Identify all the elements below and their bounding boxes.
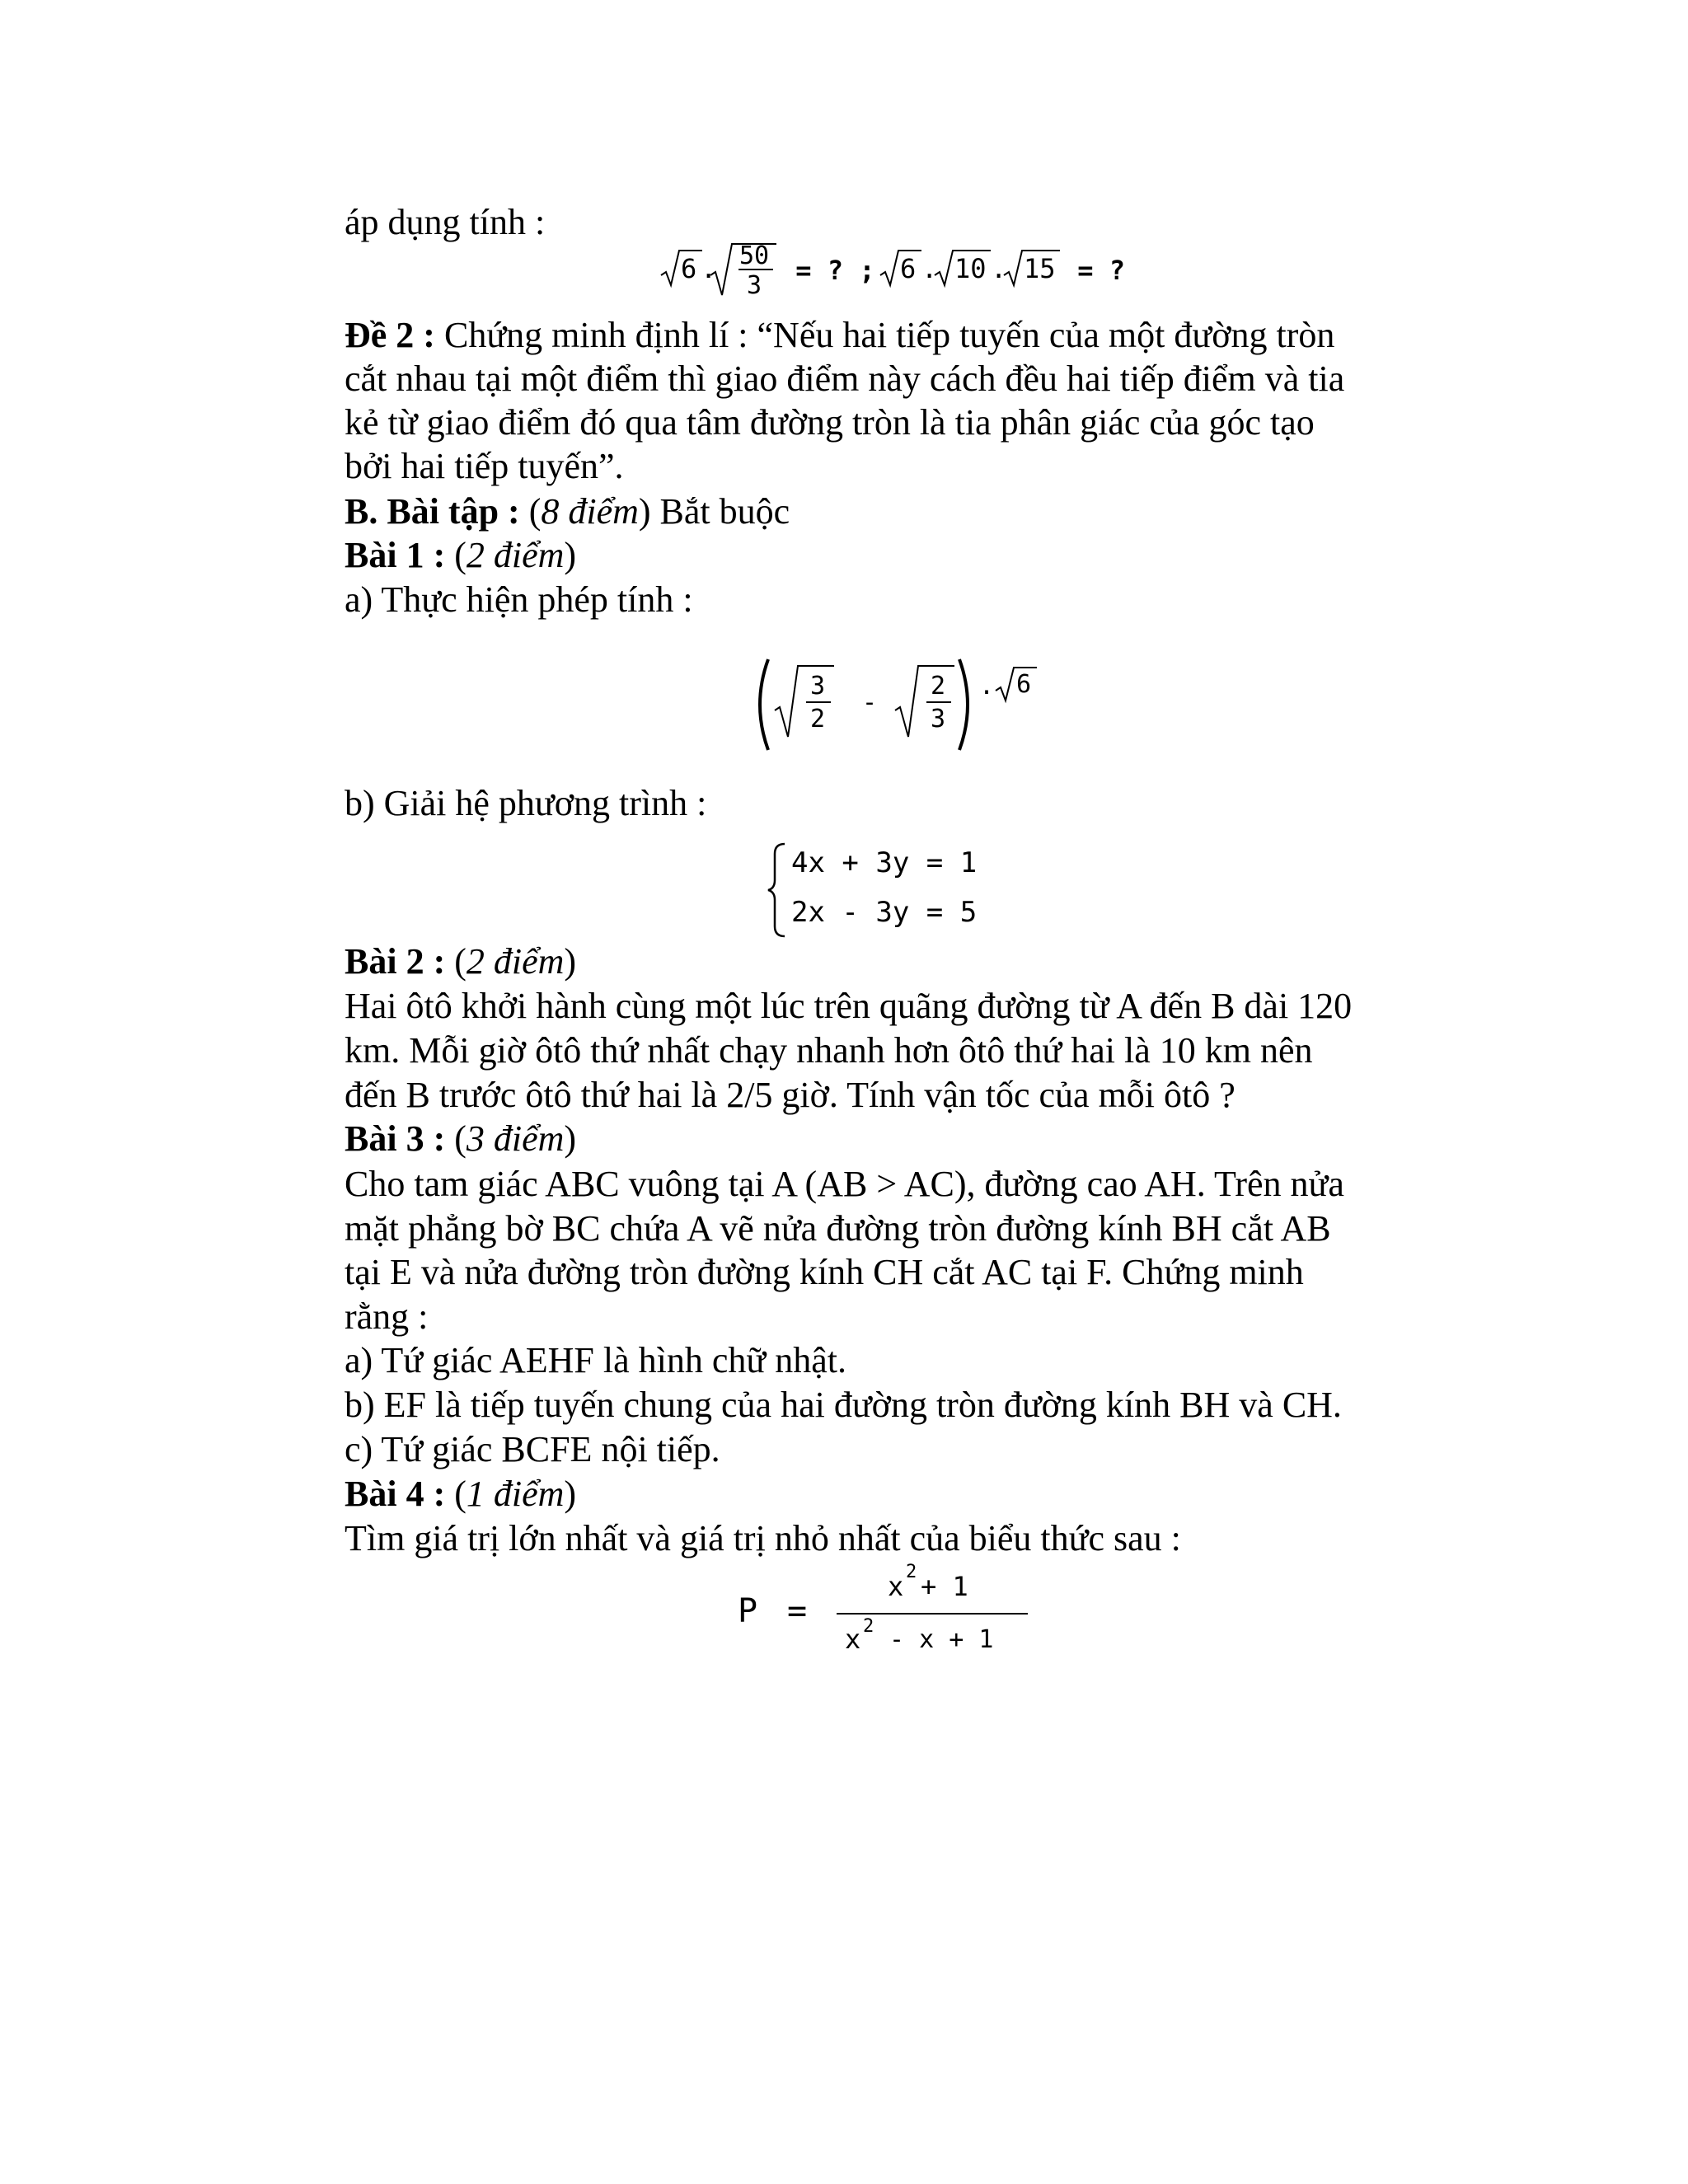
bai3-label: Bài 3 : [345, 1118, 446, 1159]
dot: . [979, 672, 995, 701]
bai4-heading [345, 1476, 576, 1512]
numerator-rest: + 1 [921, 1571, 968, 1602]
paren: ( [445, 535, 467, 575]
equals-question: = ? ; [780, 255, 891, 286]
bai4-points: 1 điểm [466, 1474, 565, 1514]
paren: ( [445, 1118, 467, 1159]
de2-label: Đề 2 : [345, 315, 435, 355]
equals: = [787, 1592, 808, 1630]
numerator: 2 [931, 672, 946, 701]
formula-fraction-p [738, 1562, 1034, 1661]
numerator-x: x [888, 1571, 904, 1602]
numerator-exponent: 2 [906, 1562, 917, 1582]
denominator-rest: - x + 1 [874, 1625, 994, 1654]
paren: ) [564, 1118, 577, 1159]
brace-icon [767, 841, 791, 940]
bai2-line-1: Hai ôtô khởi hành cùng một lúc trên quãng đường từ A đến B dài 120 [345, 986, 1353, 1026]
paren: ( [445, 1474, 467, 1514]
radicand: 6 [681, 253, 697, 284]
equals-question: = ? [1062, 255, 1126, 286]
intro-line: áp dụng tính : [345, 202, 546, 242]
lhs-p: P [738, 1592, 758, 1630]
denominator-x: x [845, 1624, 861, 1655]
de2-text: Chứng minh định lí : “Nếu hai tiếp tuyến của một đường tròn [434, 315, 1335, 355]
bai2-line-2: km. Mỗi giờ ôtô thứ nhất chạy nhanh hơn ôtô thứ hai là 10 km nên [345, 1030, 1313, 1071]
bai1-a: a) Thực hiện phép tính : [345, 579, 693, 620]
section-b-rest: ) Bắt buộc [638, 491, 790, 532]
section-b-points: 8 điểm [541, 491, 639, 532]
radicand: 6 [1016, 670, 1032, 699]
dot: . [921, 253, 938, 284]
minus: - [862, 688, 878, 717]
bai1-heading [345, 537, 576, 574]
paren: ) [564, 1474, 577, 1514]
bai3-heading [345, 1118, 577, 1159]
dot: . [701, 253, 717, 284]
bai3-a: a) Tứ giác AEHF là hình chữ nhật. [345, 1340, 846, 1380]
denominator-exponent: 2 [863, 1616, 874, 1637]
bai3-line-1: Cho tam giác ABC vuông tại A (AB > AC), đường cao AH. Trên nửa [345, 1164, 1344, 1204]
paren: ( [445, 941, 467, 982]
bai4-label: Bài 4 : [345, 1474, 446, 1514]
bai1-label: Bài 1 : [345, 535, 446, 575]
bai3-points: 3 điểm [466, 1118, 565, 1159]
paren: ) [564, 535, 577, 575]
bai3-line-2: mặt phẳng bờ BC chứa A vẽ nửa đường tròn đường kính BH cắt AB [345, 1208, 1331, 1249]
dot: . [991, 253, 1007, 284]
section-b-heading [345, 491, 790, 532]
bai2-heading [345, 941, 577, 982]
paren: ) [564, 941, 577, 982]
formula-sqrt-products [659, 239, 1126, 300]
bai1-points: 2 điểm [466, 535, 565, 575]
bai3-b: b) EF là tiếp tuyến chung của hai đường tròn đường kính BH và CH. [345, 1385, 1342, 1425]
de2-line-2: cắt nhau tại một điểm thì giao điểm này cách đều hai tiếp điểm và tia [345, 359, 1345, 399]
denominator: 3 [747, 271, 762, 300]
de2-line-1 [345, 317, 1334, 354]
radicand: 10 [954, 253, 987, 284]
denominator: 2 [810, 705, 826, 733]
paren: ( [519, 491, 542, 532]
bai2-line-3: đến B trước ôtô thứ hai là 2/5 giờ. Tính vận tốc của mỗi ôtô ? [345, 1075, 1236, 1115]
bai3-line-4: rằng : [345, 1296, 429, 1337]
equation-2: 2x - 3y = 5 [791, 896, 978, 929]
bai1-b: b) Giải hệ phương trình : [345, 783, 707, 823]
radicand: 15 [1024, 253, 1056, 284]
numerator: 50 [739, 241, 770, 270]
numerator: 3 [810, 672, 826, 701]
formula-2-glyphs [750, 651, 1047, 758]
formula-equation-system [767, 841, 1014, 940]
bai2-points: 2 điểm [466, 941, 565, 982]
de2-line-4: bởi hai tiếp tuyến”. [345, 446, 624, 486]
equation-1: 4x + 3y = 1 [791, 846, 978, 879]
bai3-line-3: tại E và nửa đường tròn đường kính CH cắt AC tại F. Chứng minh [345, 1252, 1304, 1292]
fraction-bar [837, 1613, 1028, 1615]
radicand: 6 [900, 253, 917, 284]
de2-line-3: kẻ từ giao điểm đó qua tâm đường tròn là tia phân giác của góc tạo [345, 402, 1315, 443]
denominator: 3 [931, 705, 946, 733]
formula-radical-difference [750, 651, 1047, 758]
bai3-c: c) Tứ giác BCFE nội tiếp. [345, 1429, 720, 1469]
bai2-label: Bài 2 : [345, 941, 446, 982]
section-b-label: B. Bài tập : [345, 491, 520, 532]
bai4-line-1: Tìm giá trị lớn nhất và giá trị nhỏ nhất của biểu thức sau : [345, 1518, 1181, 1558]
